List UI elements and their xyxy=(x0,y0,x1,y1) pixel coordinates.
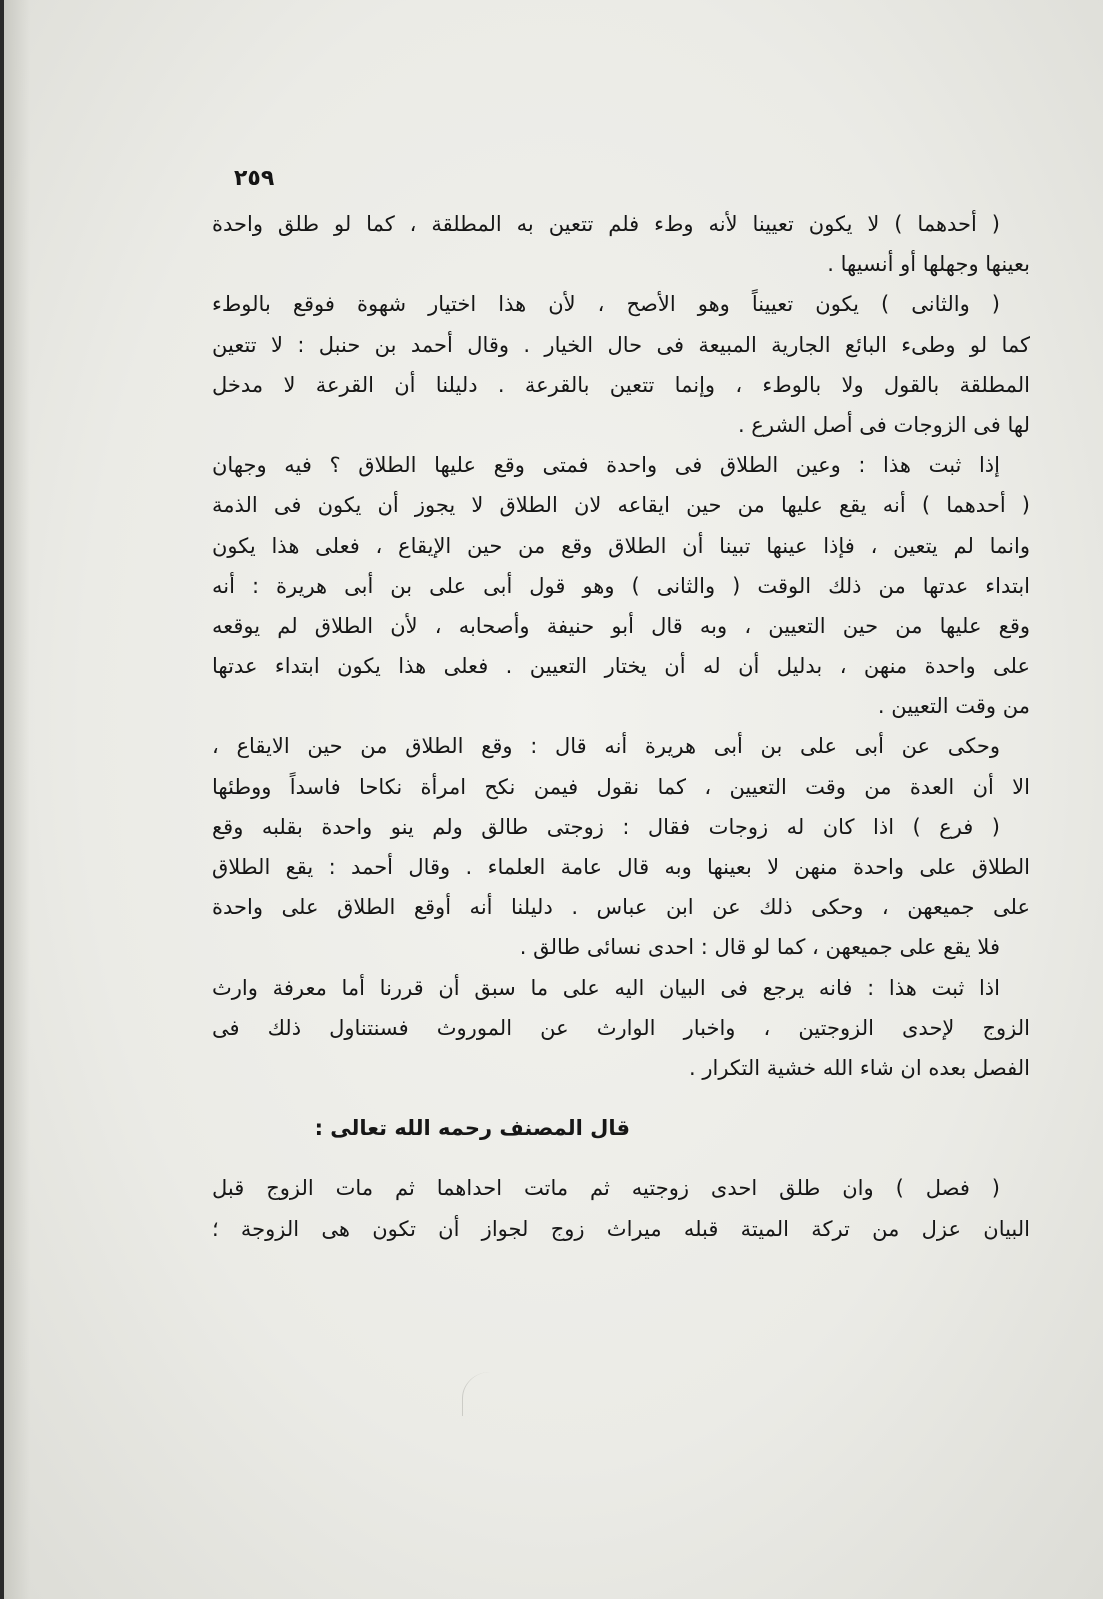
scan-mark xyxy=(462,1372,509,1416)
text-line: فلا يقع على جميعهن ، كما لو قال : احدى نسائى طالق . xyxy=(519,935,1000,960)
page-number: ٢٥٩ xyxy=(234,166,275,191)
text-line: من وقت التعيين . xyxy=(877,694,1030,719)
text-line: وحكى عن أبى على بن أبى هريرة أنه قال : وقع الطلاق من حين الايقاع ، xyxy=(212,734,1000,759)
text-line: بعينها وجهلها أو أنسيها . xyxy=(827,252,1030,277)
body-text xyxy=(212,204,1030,1249)
binding-shadow xyxy=(4,0,30,1599)
text-line: ( والثانى ) يكون تعييناً وهو الأصح ، لأن هذا اختيار شهوة فوقع بالوطء xyxy=(212,292,1000,317)
text-line: الزوج لإحدى الزوجتين ، واخبار الوارث عن الموروث فسنتناول ذلك فى xyxy=(212,1015,1030,1040)
text-line: ابتداء عدتها من ذلك الوقت ( والثانى ) وهو قول أبى على بن أبى هريرة : أنه xyxy=(212,573,1030,598)
section-gap xyxy=(212,1088,1030,1108)
text-line: إذا ثبت هذا : وعين الطلاق فى واحدة فمتى وقع عليها الطلاق ؟ فيه وجهان xyxy=(212,453,1000,478)
text-line: ( فرع ) اذا كان له زوجات فقال : زوجتى طالق ولم ينو واحدة بقلبه وقع xyxy=(212,814,1000,839)
text-line: الفصل بعده ان شاء الله خشية التكرار . xyxy=(689,1055,1030,1080)
section-heading: قال المصنف رحمه الله تعالى : xyxy=(314,1116,630,1141)
text-line: كما لو وطىء البائع الجارية المبيعة فى حال الخيار . وقال أحمد بن حنبل : لا تتعين xyxy=(212,332,1030,357)
section-gap xyxy=(212,1148,1030,1168)
text-line: ( أحدهما ) لا يكون تعيينا لأنه وطء فلم تتعين به المطلقة ، كما لو طلق واحدة xyxy=(212,212,1000,236)
text-line: الا أن العدة من وقت التعيين ، كما نقول فيمن نكح امرأة نكاحا فاسداً ووطئها xyxy=(212,774,1030,799)
text-line: الطلاق على واحدة منهن لا بعينها وبه قال عامة العلماء . وقال أحمد : يقع الطلاق xyxy=(212,855,1030,879)
text-line: وانما لم يتعين ، فإذا عينها تبينا أن الطلاق وقع من حين الإيقاع ، فعلى هذا يكون xyxy=(212,533,1030,558)
text-line: على واحدة منهن ، بدليل أن له أن يختار التعيين . فعلى هذا يكون ابتداء عدتها xyxy=(212,654,1030,679)
text-line: اذا ثبت هذا : فانه يرجع فى البيان اليه على ما سبق أن قررنا أما معرفة وارث xyxy=(212,975,1000,1000)
text-line: وقع عليها من حين التعيين ، وبه قال أبو حنيفة وأصحابه ، لأن الطلاق لم يوقعه xyxy=(212,613,1030,638)
text-line: ( فصل ) وان طلق احدى زوجتيه ثم ماتت احداهما ثم مات الزوج قبل xyxy=(212,1176,1000,1201)
text-line: لها فى الزوجات فى أصل الشرع . xyxy=(737,412,1030,437)
text-line: المطلقة بالقول ولا بالوطء ، وإنما تتعين بالقرعة . دليلنا أن القرعة لا مدخل xyxy=(212,372,1030,397)
text-line: على جميعهن ، وحكى ذلك عن ابن عباس . دليلنا أنه أوقع الطلاق على واحدة xyxy=(212,895,1030,920)
text-line: ( أحدهما ) أنه يقع عليها من حين ايقاعه لان الطلاق لا يجوز أن يكون فى الذمة xyxy=(212,493,1030,518)
text-line: البيان عزل من تركة الميتة قبله ميراث زوج لجواز أن تكون هى الزوجة ؛ xyxy=(212,1216,1030,1241)
